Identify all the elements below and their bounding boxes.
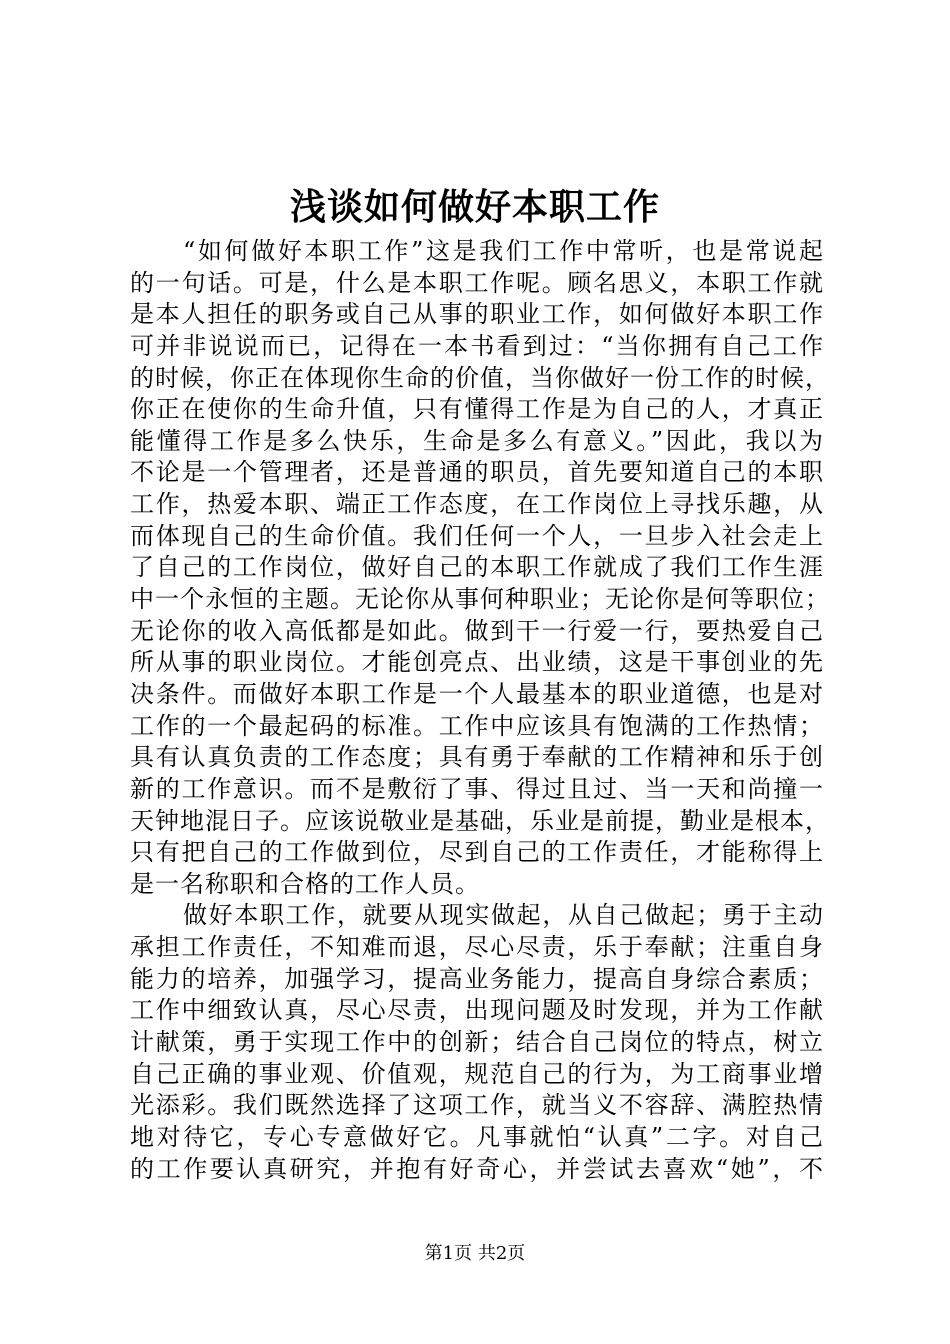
text-line: 工作中细致认真，尽心尽责，出现问题及时发现，并为工作献	[130, 996, 824, 1025]
text-line: 新的工作意识。而不是敷衍了事、得过且过、当一天和尚撞一	[130, 774, 824, 803]
text-line: 地对待它，专心专意做好它。凡事就怕“认真”二字。对自己	[130, 1122, 824, 1151]
text-line: 决条件。而做好本职工作是一个人最基本的职业道德，也是对	[130, 679, 824, 708]
text-line: 可并非说说而已，记得在一本书看到过：“当你拥有自己工作	[130, 331, 824, 360]
text-line: 的工作要认真研究，并抱有好奇心，并尝试去喜欢“她”，不	[130, 1154, 824, 1183]
text-line: 自己正确的事业观、价值观，规范自己的行为，为工商事业增	[130, 1059, 824, 1088]
text-line: 不论是一个管理者，还是普通的职员，首先要知道自己的本职	[130, 458, 824, 487]
page-number-footer: 第1页 共2页	[424, 1243, 526, 1264]
text-line: “如何做好本职工作”这是我们工作中常听，也是常说起	[183, 237, 824, 265]
text-line: 工作，热爱本职、端正工作态度，在工作岗位上寻找乐趣，从	[130, 490, 824, 519]
text-line: 做好本职工作，就要从现实做起，从自己做起；勇于主动	[183, 901, 824, 930]
text-line: 所从事的职业岗位。才能创亮点、出业绩，这是干事创业的先	[130, 648, 824, 677]
text-line: 你正在使你的生命升值，只有懂得工作是为自己的人，才真正	[130, 395, 824, 424]
text-line: 只有把自己的工作做到位，尽到自己的工作责任，才能称得上	[130, 838, 824, 867]
text-line: 能力的培养，加强学习，提高业务能力，提高自身综合素质；	[130, 964, 824, 993]
text-line: 中一个永恒的主题。无论你从事何种职业；无论你是何等职位；	[130, 585, 830, 614]
paragraph	[130, 900, 824, 1185]
text-line: 能懂得工作是多么快乐，生命是多么有意义。”因此，我以为	[130, 426, 824, 455]
paragraph	[130, 236, 830, 900]
text-line: 的时候，你正在体现你生命的价值，当你做好一份工作的时候，	[130, 363, 830, 392]
text-line: 光添彩。我们既然选择了这项工作，就当义不容辞、满腔热情	[130, 1091, 824, 1120]
text-line: 具有认真负责的工作态度；具有勇于奉献的工作精神和乐于创	[130, 743, 824, 772]
document-body	[130, 236, 830, 1185]
text-line: 是本人担任的职务或自己从事的职业工作，如何做好本职工作	[130, 300, 824, 329]
text-line: 而体现自己的生命价值。我们任何一个人，一旦步入社会走上	[130, 521, 824, 550]
text-line: 的一句话。可是，什么是本职工作呢。顾名思义，本职工作就	[130, 268, 824, 297]
text-line: 是一名称职和合格的工作人员。	[130, 869, 480, 898]
text-line: 工作的一个最起码的标准。工作中应该具有饱满的工作热情；	[130, 711, 824, 740]
text-line: 计献策，勇于实现工作中的创新；结合自己岗位的特点，树立	[130, 1028, 824, 1057]
text-line: 天钟地混日子。应该说敬业是基础，乐业是前提，勤业是根本，	[130, 806, 830, 835]
text-line: 了自己的工作岗位，做好自己的本职工作就成了我们工作生涯	[130, 553, 824, 582]
text-line: 无论你的收入高低都是如此。做到干一行爱一行，要热爱自己	[130, 616, 824, 645]
text-line: 承担工作责任，不知难而退，尽心尽责，乐于奉献；注重自身	[130, 933, 824, 962]
document-title: 浅谈如何做好本职工作	[289, 186, 660, 228]
